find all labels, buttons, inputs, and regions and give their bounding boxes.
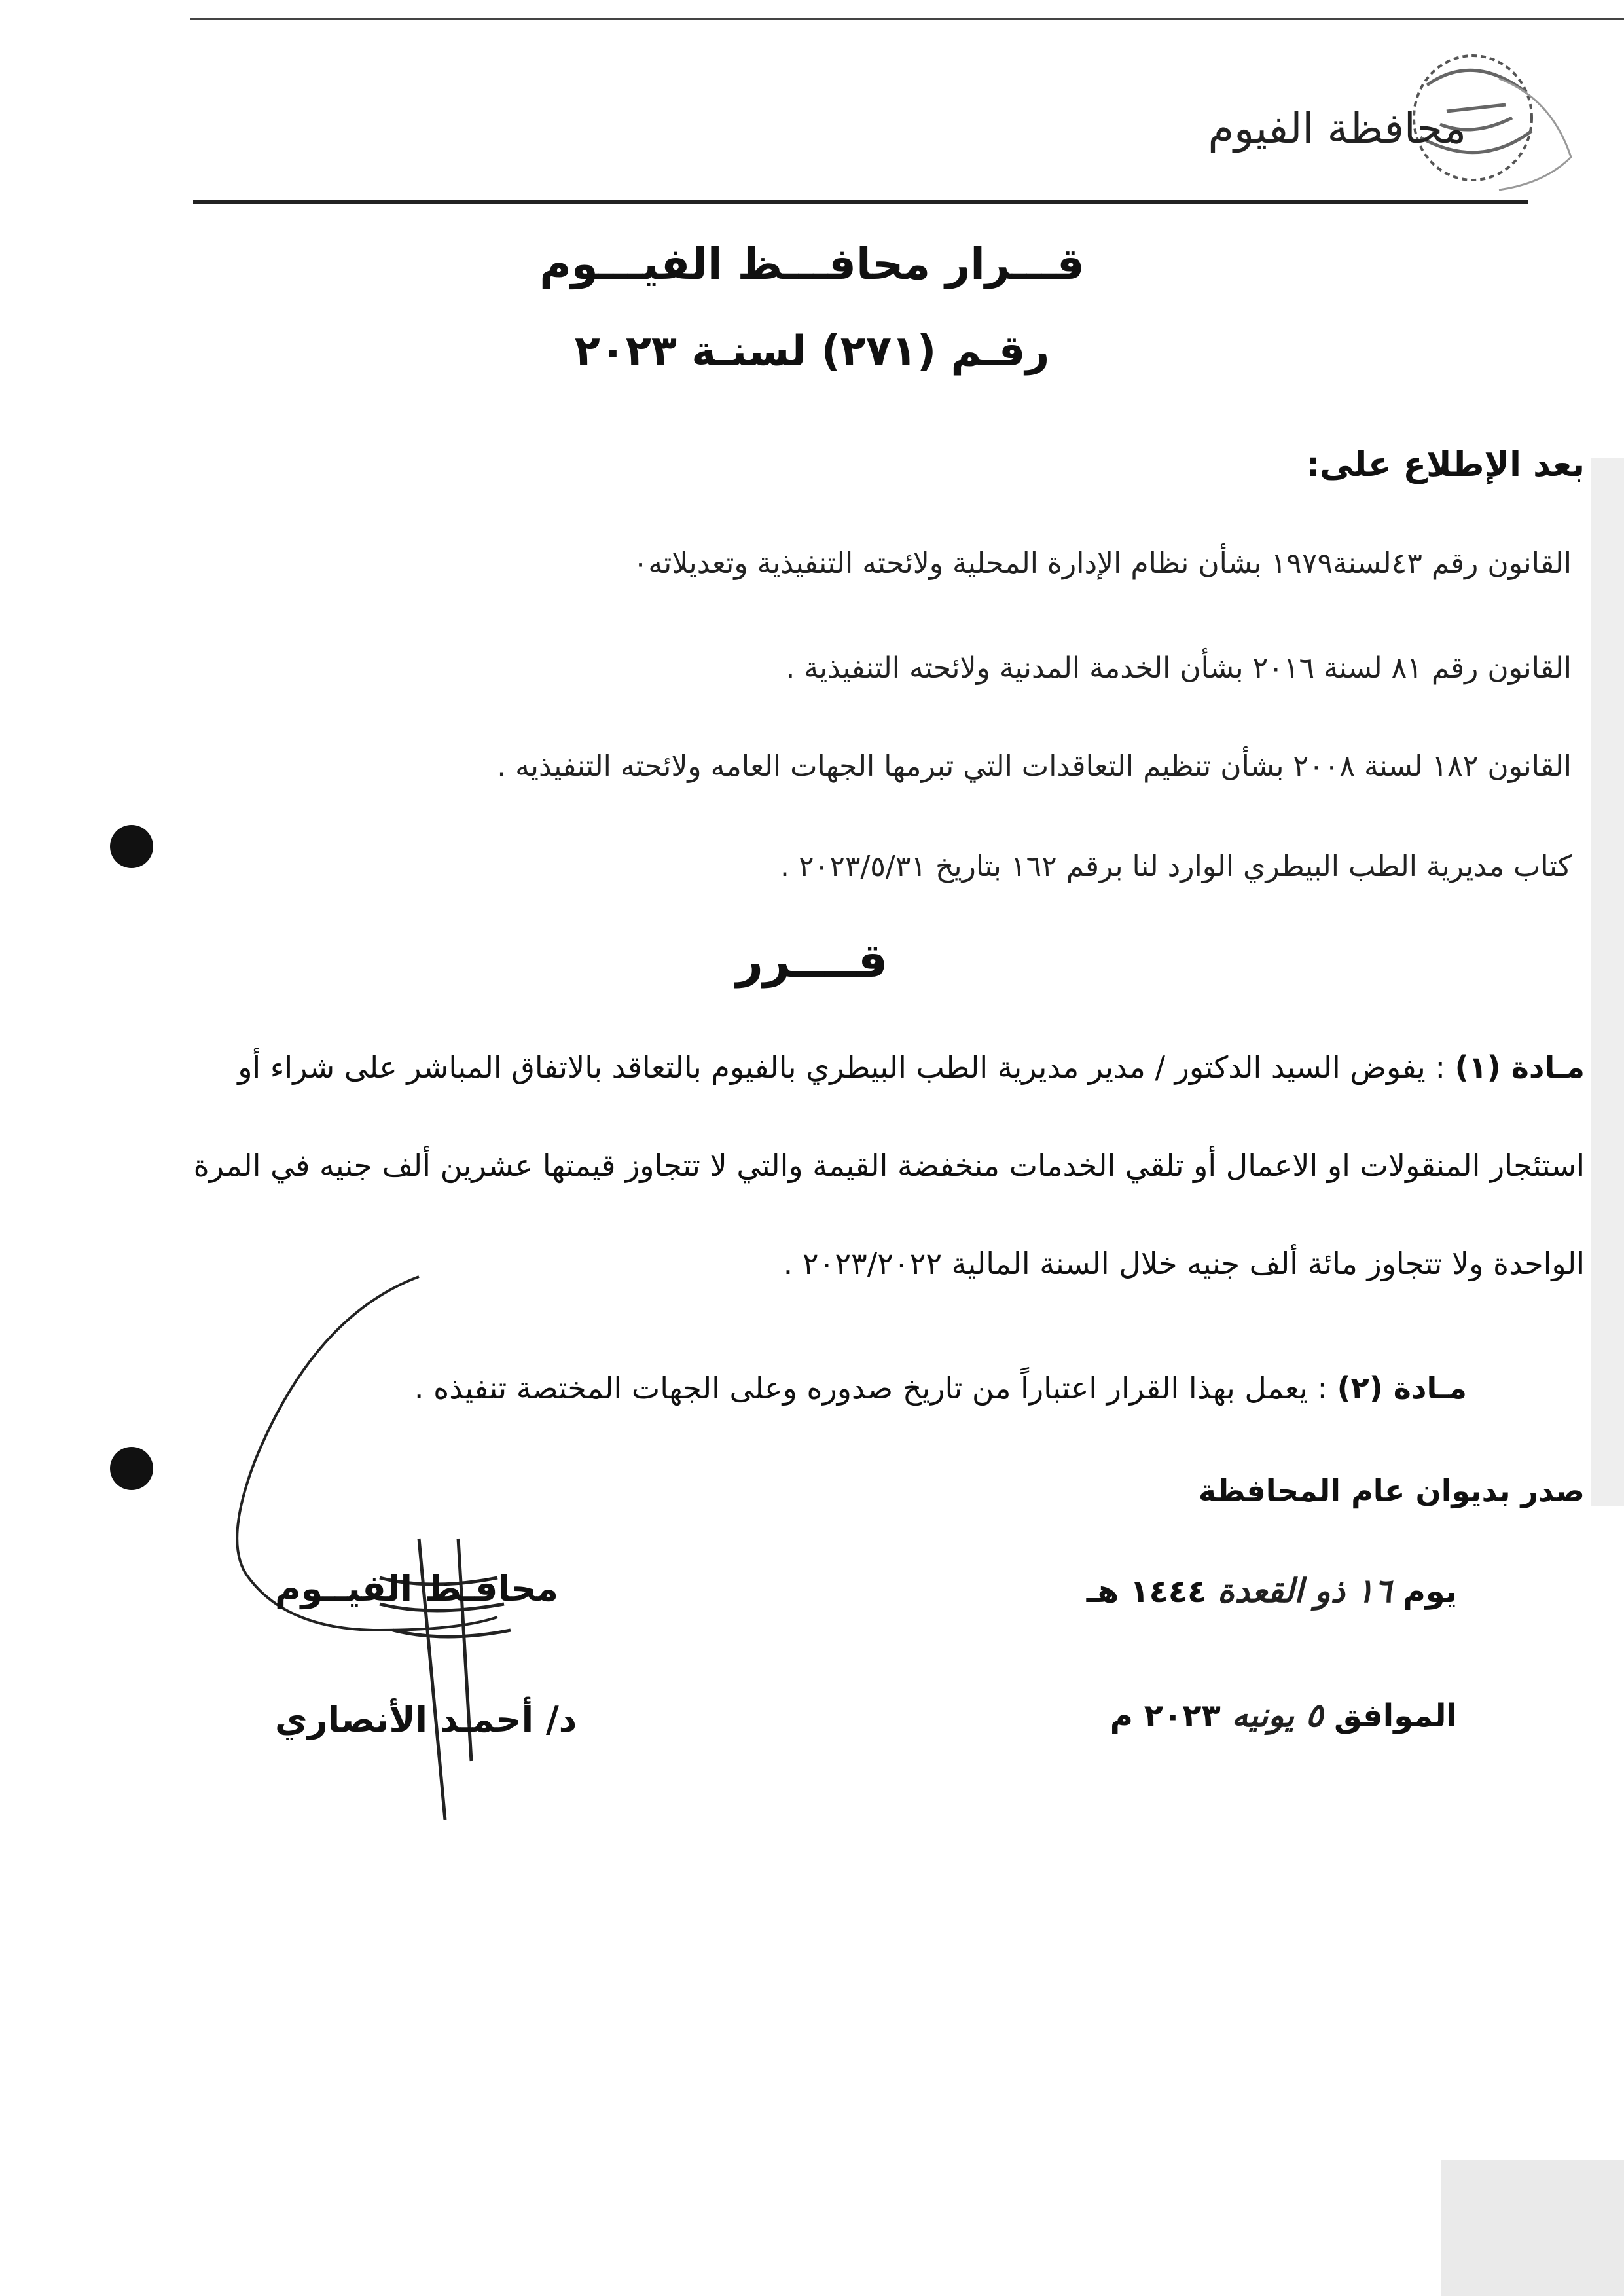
hijri-handwritten: ١٦ ذو القعدة bbox=[1218, 1571, 1392, 1610]
greg-label: الموافق bbox=[1334, 1698, 1457, 1734]
article-1-line-1: مـادة (١) : يفوض السيد الدكتور / مدير مديرية الطب البيطري بالفيوم بالتعاقد بالاتفاق المباشر على شراء أو bbox=[238, 1049, 1585, 1085]
article-2: مـادة (٢) : يعمل بهذا القرار اعتباراً من تاريخ صدوره وعلى الجهات المختصة تنفيذه . bbox=[414, 1370, 1467, 1406]
greg-handwritten: ٥ يونيه bbox=[1231, 1696, 1324, 1734]
clause-law-81 bbox=[132, 651, 1572, 685]
signatory-name: د/ أحمـد الأنصاري bbox=[275, 1699, 577, 1740]
day-label: يوم bbox=[1402, 1573, 1457, 1610]
article-1-label: مـادة (١) bbox=[1454, 1049, 1585, 1085]
article-2-label: مـادة (٢) bbox=[1337, 1370, 1467, 1406]
decree-number: رقـم (٢٧١) لسنـة ٢٠٢٣ bbox=[574, 327, 1050, 376]
decree-title: قـــرار محافـــظ الفيـــوم bbox=[539, 239, 1085, 289]
governorate-name: محافظة الفيوم bbox=[1208, 105, 1466, 153]
header-divider bbox=[193, 200, 1528, 204]
clause-text: القانون رقم ٨١ لسنة ٢٠١٦ بشأن الخدمة المدنية ولائحته التنفيذية . bbox=[785, 651, 1572, 685]
article-2-text: يعمل بهذا القرار اعتباراً من تاريخ صدوره وعلى الجهات المختصة تنفيذه . bbox=[414, 1370, 1308, 1406]
punch-hole bbox=[110, 825, 153, 868]
decision-heading: قــــرر bbox=[736, 933, 888, 988]
issued-at: صدر بديوان عام المحافظة bbox=[1198, 1473, 1585, 1508]
clause-letter bbox=[132, 850, 1572, 883]
greg-year: ٢٠٢٣ م bbox=[1110, 1698, 1221, 1734]
article-1-text: يفوض السيد الدكتور / مدير مديرية الطب البيطري بالفيوم بالتعاقد بالاتفاق المباشر على شراء أو bbox=[238, 1049, 1426, 1085]
hijri-date bbox=[1087, 1571, 1457, 1610]
gregorian-date bbox=[1110, 1696, 1457, 1734]
clause-text: كتاب مديرية الطب البيطري الوارد لنا برقم ١٦٢ بتاريخ ٢٠٢٣/٥/٣١ . bbox=[780, 850, 1572, 883]
preamble-heading: بعد الإطلاع على: bbox=[1306, 445, 1585, 484]
article-1-line-3: الواحدة ولا تتجاوز مائة ألف جنيه خلال السنة المالية ٢٠٢٣/٢٠٢٢ . bbox=[783, 1246, 1585, 1281]
clause-text: القانون ١٨٢ لسنة ٢٠٠٨ بشأن تنظيم التعاقدات التي تبرمها الجهات العامه ولائحته التنفيذيه . bbox=[497, 750, 1572, 783]
clause-text: القانون رقم ٤٣لسنة١٩٧٩ بشأن نظام الإدارة المحلية ولائحته التنفيذية وتعديلاته٠ bbox=[632, 547, 1572, 580]
top-edge-line bbox=[190, 18, 1624, 20]
signatory-title: محافـظ الفيــوم bbox=[275, 1568, 559, 1609]
article-1-line-2: استئجار المنقولات او الاعمال أو تلقي الخدمات منخفضة القيمة والتي لا تتجاوز قيمتها عشرين ألف جنيه في المرة bbox=[193, 1148, 1585, 1183]
punch-hole bbox=[110, 1447, 153, 1490]
clause-law-43 bbox=[132, 547, 1572, 580]
scan-noise bbox=[1441, 2160, 1624, 2296]
clause-law-182 bbox=[132, 750, 1572, 783]
hijri-year: ١٤٤٤ هـ bbox=[1086, 1573, 1207, 1610]
